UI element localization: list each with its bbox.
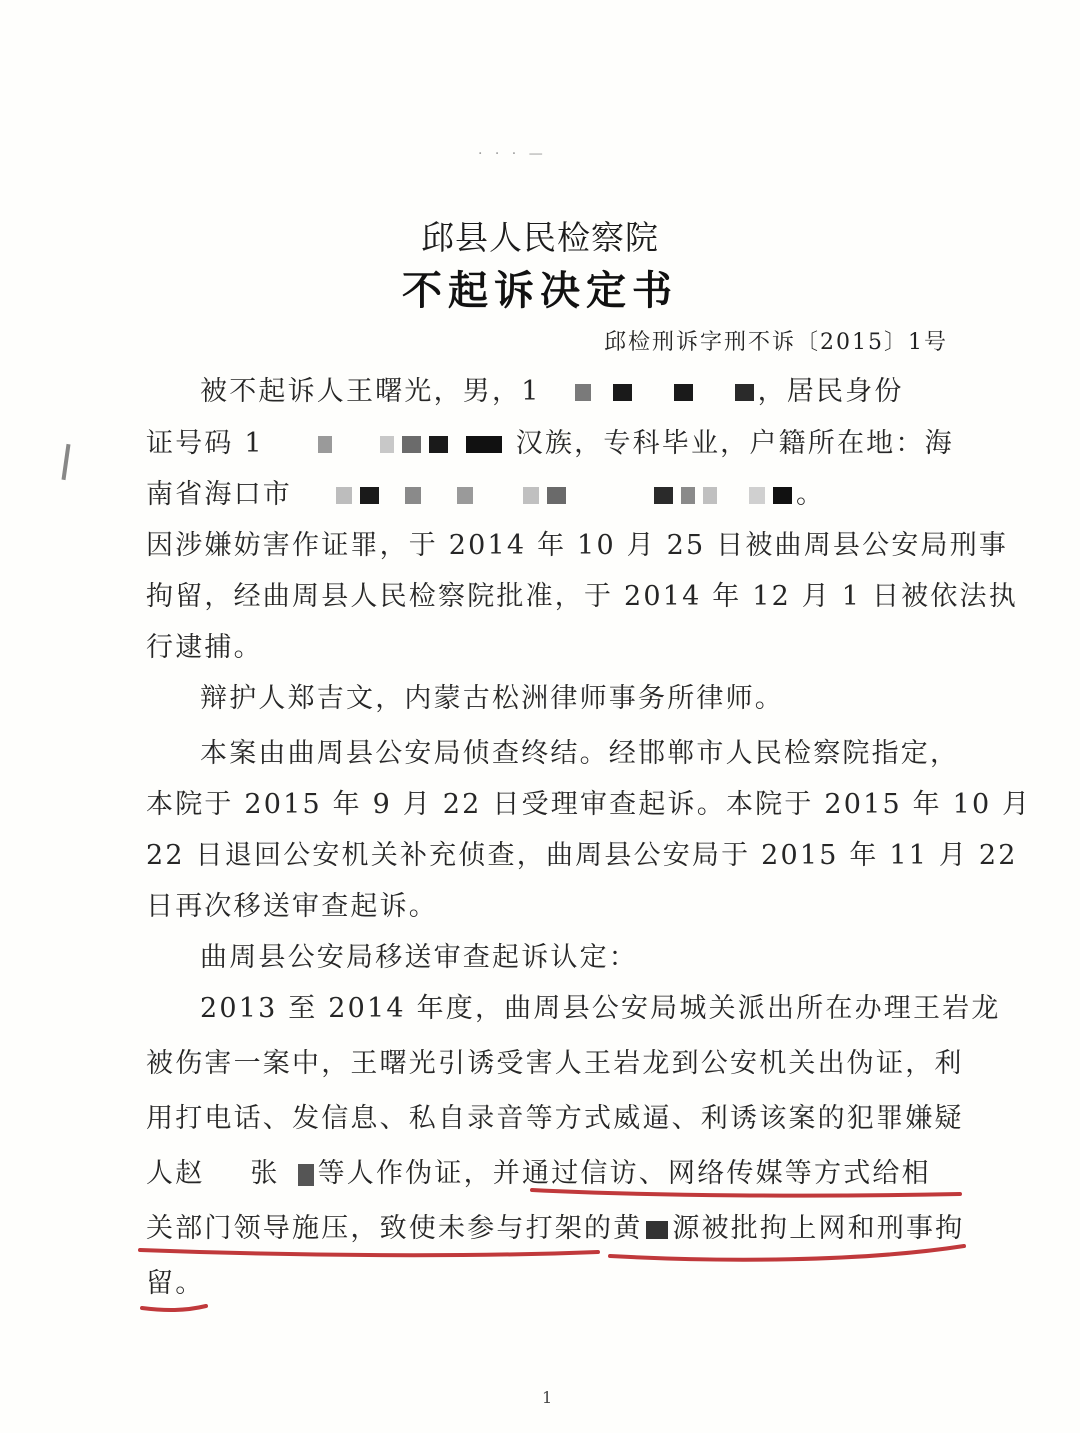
redaction-block [523, 487, 539, 504]
redaction-block [773, 487, 792, 504]
line-text: 人赵 [146, 1158, 205, 1189]
redaction-block [575, 384, 591, 401]
underline-mark [142, 1306, 206, 1310]
body-line-5: 拘留，经曲周县人民检察院批准，于 2014 年 12 月 1 日被依法执 [146, 581, 1018, 612]
body-line-1 [200, 369, 904, 408]
body-line-11: 日再次移送审查起诉。 [146, 891, 438, 922]
redaction-block [674, 384, 693, 401]
header-mark: · · · — [478, 146, 547, 162]
body-line-9: 本院于 2015 年 9 月 22 日受理审查起诉。本院于 2015 年 10 月 [146, 789, 1032, 820]
body-line-7: 辩护人郑吉文，内蒙古松洲律师事务所律师。 [200, 683, 784, 714]
line-text: 。 [796, 479, 826, 510]
body-line-10: 22 日退回公安机关补充侦查，曲周县公安局于 2015 年 11 月 22 [146, 840, 1018, 871]
redaction-block [380, 436, 394, 453]
redaction-block [405, 487, 421, 504]
redaction-block [360, 487, 379, 504]
scan-mark [62, 444, 71, 480]
redaction-block [735, 384, 754, 401]
line-text: 证号码 1 [146, 428, 264, 459]
body-line-17 [146, 1206, 964, 1245]
body-line-2 [146, 421, 954, 460]
line-text: 汉族，专科毕业，户籍所在地：海 [515, 428, 954, 459]
body-line-6: 行逮捕。 [146, 632, 263, 663]
redaction-block [681, 487, 695, 504]
line-text: 等人作伪证，并通过信访、网络传媒等方式给相 [317, 1158, 931, 1189]
redaction-block [298, 1164, 314, 1186]
document-number: 邱检刑诉字刑不诉〔2015〕1号 [604, 330, 948, 355]
redaction-block [654, 487, 673, 504]
line-text: 张 [250, 1158, 280, 1189]
body-line-14: 被伤害一案中，王曙光引诱受害人王岩龙到公安机关出伪证，利 [146, 1048, 964, 1079]
underline-mark [610, 1246, 964, 1260]
redaction-block [613, 384, 632, 401]
line-text: 关部门领导施压，致使未参与打架的黄 [146, 1213, 643, 1244]
line-text: 源被批拘上网和刑事拘 [672, 1213, 965, 1244]
body-line-18: 留。 [146, 1268, 205, 1299]
body-line-8: 本案由曲周县公安局侦查终结。经邯郸市人民检察院指定， [200, 738, 960, 769]
redaction-block [749, 487, 765, 504]
court-name: 邱县人民检察院 [421, 218, 659, 257]
underline-mark [140, 1250, 598, 1255]
line-text: 南省海口市 [146, 479, 292, 510]
line-text: 被不起诉人王曙光，男，1 [200, 376, 541, 407]
body-line-3 [146, 472, 825, 511]
redaction-block [336, 487, 352, 504]
redaction-block [457, 487, 473, 504]
redaction-block [646, 1221, 668, 1239]
redaction-block [429, 436, 448, 453]
redaction-block [318, 436, 332, 453]
body-line-15: 用打电话、发信息、私自录音等方式威逼、利诱该案的犯罪嫌疑 [146, 1103, 964, 1134]
redaction-block [466, 436, 502, 453]
redaction-block [703, 487, 717, 504]
body-line-13: 2013 至 2014 年度，曲周县公安局城关派出所在办理王岩龙 [200, 993, 1001, 1024]
body-line-12: 曲周县公安局移送审查起诉认定： [200, 942, 638, 973]
body-line-16 [146, 1151, 931, 1190]
underline-mark [532, 1190, 960, 1196]
redaction-block [547, 487, 566, 504]
redaction-block [402, 436, 421, 453]
document-title: 不起诉决定书 [402, 267, 678, 314]
line-text: ，居民身份 [757, 376, 904, 407]
page-number: 1 [542, 1388, 553, 1407]
body-line-4: 因涉嫌妨害作证罪，于 2014 年 10 月 25 日被曲周县公安局刑事 [146, 530, 1009, 561]
